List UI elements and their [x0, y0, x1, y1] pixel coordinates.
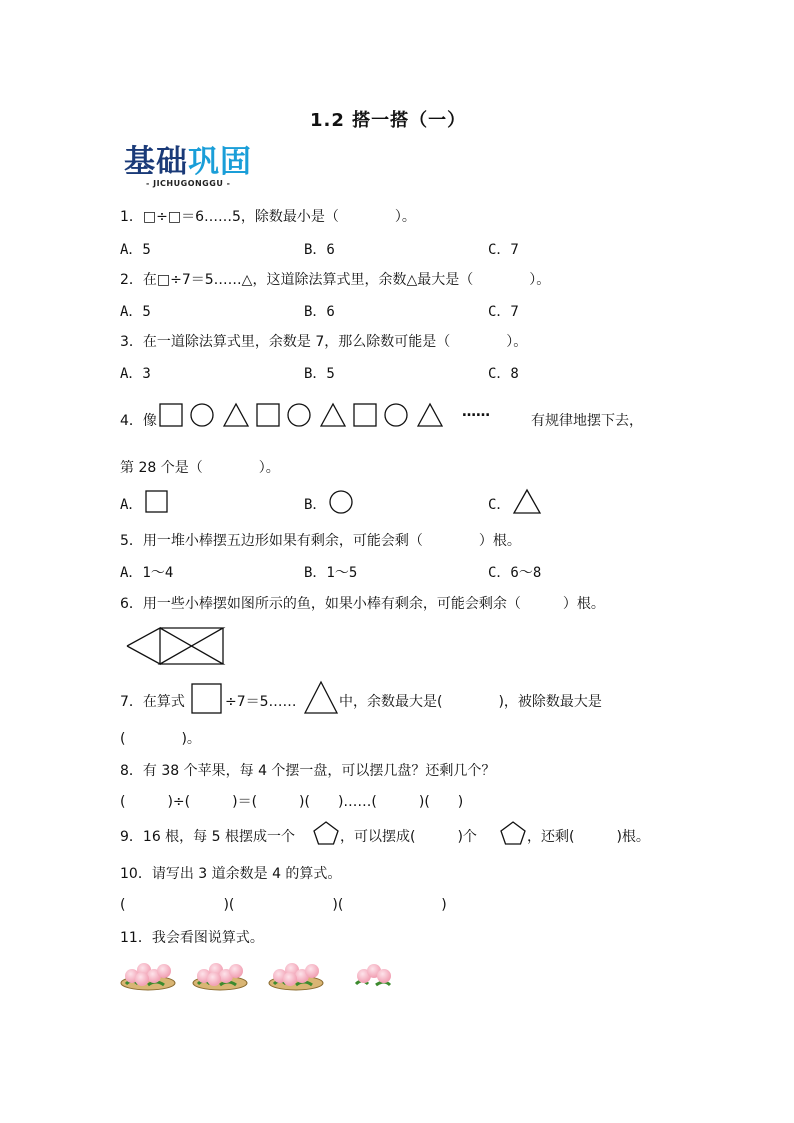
- question-7-suffix: 中，余数最大是( )，被除数最大是: [339, 694, 602, 710]
- dividend-box: [191, 683, 223, 715]
- question-9-part1: 9．16 根，每 5 根摆成一个: [120, 829, 295, 845]
- question-7-prefix: 7．在算式: [120, 694, 185, 710]
- fish-figure: [124, 626, 226, 666]
- q4-option-a[interactable]: A．: [120, 497, 143, 513]
- q3-option-a[interactable]: A．3: [120, 366, 151, 382]
- question-10: 10．请写出 3 道余数是 4 的算式。: [120, 866, 342, 882]
- question-4-line2: 第 28 个是（ ）。: [120, 460, 280, 476]
- circle-icon: [191, 404, 213, 426]
- q4-option-c[interactable]: C．: [488, 497, 511, 513]
- question-6: 6．用一些小棒摆如图所示的鱼，如果小棒有剩余，可能会剩余（ ）根。: [120, 596, 605, 612]
- q2-option-a[interactable]: A．5: [120, 304, 151, 320]
- square-icon: [354, 404, 376, 426]
- question-8-answer-line[interactable]: ( )÷( )＝( )( )……( )( ): [120, 794, 464, 810]
- q5-option-a[interactable]: A．1～4: [120, 565, 174, 581]
- square-icon: [257, 404, 279, 426]
- q1-option-b[interactable]: B．6: [304, 242, 335, 258]
- peach-plate-icon: [193, 963, 247, 990]
- question-8: 8．有 38 个苹果，每 4 个摆一盘，可以摆几盘？还剩几个？: [120, 763, 496, 779]
- square-icon: [160, 404, 182, 426]
- question-11: 11．我会看图说算式。: [120, 930, 264, 946]
- peach-plate-icon: [269, 963, 323, 990]
- page-title: 1.2 搭一搭（一）: [310, 110, 467, 131]
- question-7-mid: ÷7＝5……: [225, 694, 297, 710]
- triangle-icon: [224, 404, 248, 426]
- q2-option-c[interactable]: C．7: [488, 304, 519, 320]
- q3-option-b[interactable]: B．5: [304, 366, 335, 382]
- peach-group-icon: [356, 964, 391, 985]
- q5-option-b[interactable]: B．1～5: [304, 565, 358, 581]
- shape-sequence: [158, 402, 448, 430]
- section-badge: [124, 145, 264, 191]
- triangle-icon: [321, 404, 345, 426]
- q3-option-c[interactable]: C．8: [488, 366, 519, 382]
- circle-icon: [288, 404, 310, 426]
- q1-option-a[interactable]: A．5: [120, 242, 151, 258]
- question-9-part3: ，还剩( )根。: [527, 829, 650, 845]
- question-4-suffix: 有规律地摆下去，: [531, 413, 643, 429]
- question-9-part2: ，可以摆成( )个: [340, 829, 477, 845]
- circle-icon: [329, 490, 355, 516]
- badge-subtitle: - JICHUGONGGU -: [146, 179, 231, 188]
- triangle-icon: [304, 681, 340, 715]
- q2-option-b[interactable]: B．6: [304, 304, 335, 320]
- question-2: 2．在□÷7＝5……△，这道除法算式里，余数△最大是（ ）。: [120, 272, 551, 288]
- square-icon: [145, 490, 169, 514]
- question-10-answer-line[interactable]: ( )( )( ): [120, 897, 447, 913]
- question-4-prefix: 4．像: [120, 413, 157, 429]
- peach-plates-image: [118, 956, 408, 996]
- question-7-line2: ( )。: [120, 731, 201, 747]
- question-4-dots: ……: [462, 404, 490, 420]
- pentagon-icon: [312, 820, 340, 846]
- question-3: 3．在一道除法算式里，余数是 7，那么除数可能是（ ）。: [120, 334, 528, 350]
- circle-icon: [385, 404, 407, 426]
- q1-option-c[interactable]: C．7: [488, 242, 519, 258]
- question-1: 1．□÷□＝6……5，除数最小是（ ）。: [120, 209, 416, 225]
- peach-plate-icon: [121, 963, 175, 990]
- badge-text-a: 基础: [124, 144, 188, 180]
- pentagon-icon: [499, 820, 527, 846]
- triangle-icon: [418, 404, 442, 426]
- q4-option-b[interactable]: B．: [304, 497, 327, 513]
- q5-option-c[interactable]: C．6～8: [488, 565, 542, 581]
- question-5: 5．用一堆小棒摆五边形如果有剩余，可能会剩（ ）根。: [120, 533, 521, 549]
- badge-text-b: 巩固: [188, 144, 252, 180]
- triangle-icon: [513, 489, 543, 515]
